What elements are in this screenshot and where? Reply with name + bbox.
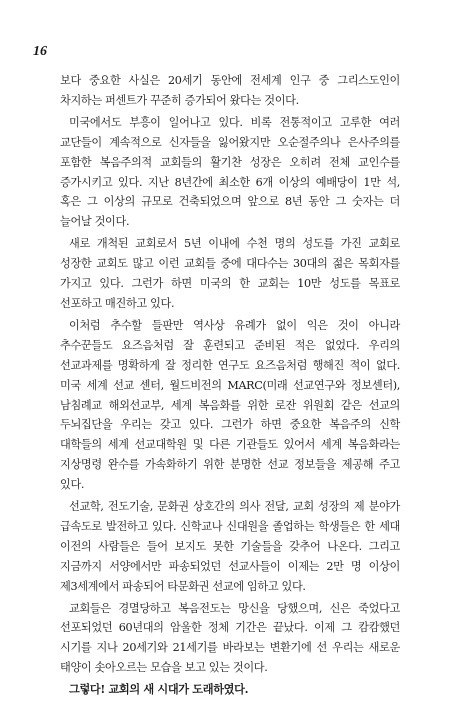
paragraph: 이처럼 추수할 들판만 역사상 유례가 없이 익은 것이 아니라 추수꾼들도 요즈음처럼 잘 훈련되고 준비된 적은 없었다. 우리의 선교과제를 명확하게 잘 정리한 연구도 요즈음처럼 행해진 적이 없다. 미국 세계 선교 센터, 월드비전의 MARC(미래 선교연구와 정보센터), 남침례교 해외선교부, 세계 복음화를 위한 로잔 위원회 같은 선교의 두뇌집단을 우리는 갖고 있다. 그런가 하면 중요한 복음주의 신학 대학들의 세계 선교대학원 및 다른 기관들도 있어서 세계 복음화라는 지상명령 완수를 가속화하기 위한 분명한 선교 정보들을 제공해 주고 있다.: [60, 318, 400, 492]
paragraph-conclusion: 그렇다! 교회의 새 시대가 도래하였다.: [69, 682, 249, 697]
paragraph: 보다 중요한 사실은 20세기 동안에 전세계 인구 중 그리스도인이 차지하는 퍼센트가 꾸준히 증가되어 왔다는 것이다.: [60, 74, 400, 107]
paragraph: 교회들은 경멸당하고 복음전도는 망신을 당했으며, 신은 죽었다고 선포되었던 60년대의 암울한 정체 기간은 끝났다. 이제 그 캄캄했던 시기를 지나 20세기와 21세기를 바라보는 변환기에 선 우리는 새로운 태양이 솟아오르는 모습을 보고 있는 것이다.: [60, 601, 400, 675]
page-number: 16: [33, 44, 47, 59]
paragraph: 선교학, 전도기술, 문화권 상호간의 의사 전달, 교회 성장의 제 분야가 급속도로 발전하고 있다. 신학교나 신대원을 졸업하는 학생들은 한 세대 이전의 사람들은 들어 보지도 못한 기술들을 갖추어 나온다. 그리고 지금까지 서양에서만 파송되었던 선교사들이 이제는 2만 명 이상이 제3세계에서 파송되어 타문화권 선교에 임하고 있다.: [60, 500, 400, 593]
paragraph: 미국에서도 부흥이 일어나고 있다. 비록 전통적이고 고루한 여러 교단들이 계속적으로 신자들을 잃어왔지만 오순절주의나 은사주의를 포함한 복음주의적 교회들의 활기찬 성장은 오히려 전체 교인수를 증가시키고 있다. 지난 8년간에 최소한 6개 이상의 예배당이 1만 석, 혹은 그 이상의 규모로 건축되었으며 앞으로 8년 동안 그 숫자는 더 늘어날 것이다.: [60, 115, 400, 229]
body-text: [60, 71, 400, 702]
paragraph: 새로 개척된 교회로서 5년 이내에 수천 명의 성도를 가진 교회로 성장한 교회도 많고 이런 교회들 중에 대다수는 30대의 젊은 목회자를 가지고 있다. 그런가 하면 미국의 한 교회는 10만 성도를 목표로 선포하고 매진하고 있다.: [60, 237, 400, 310]
